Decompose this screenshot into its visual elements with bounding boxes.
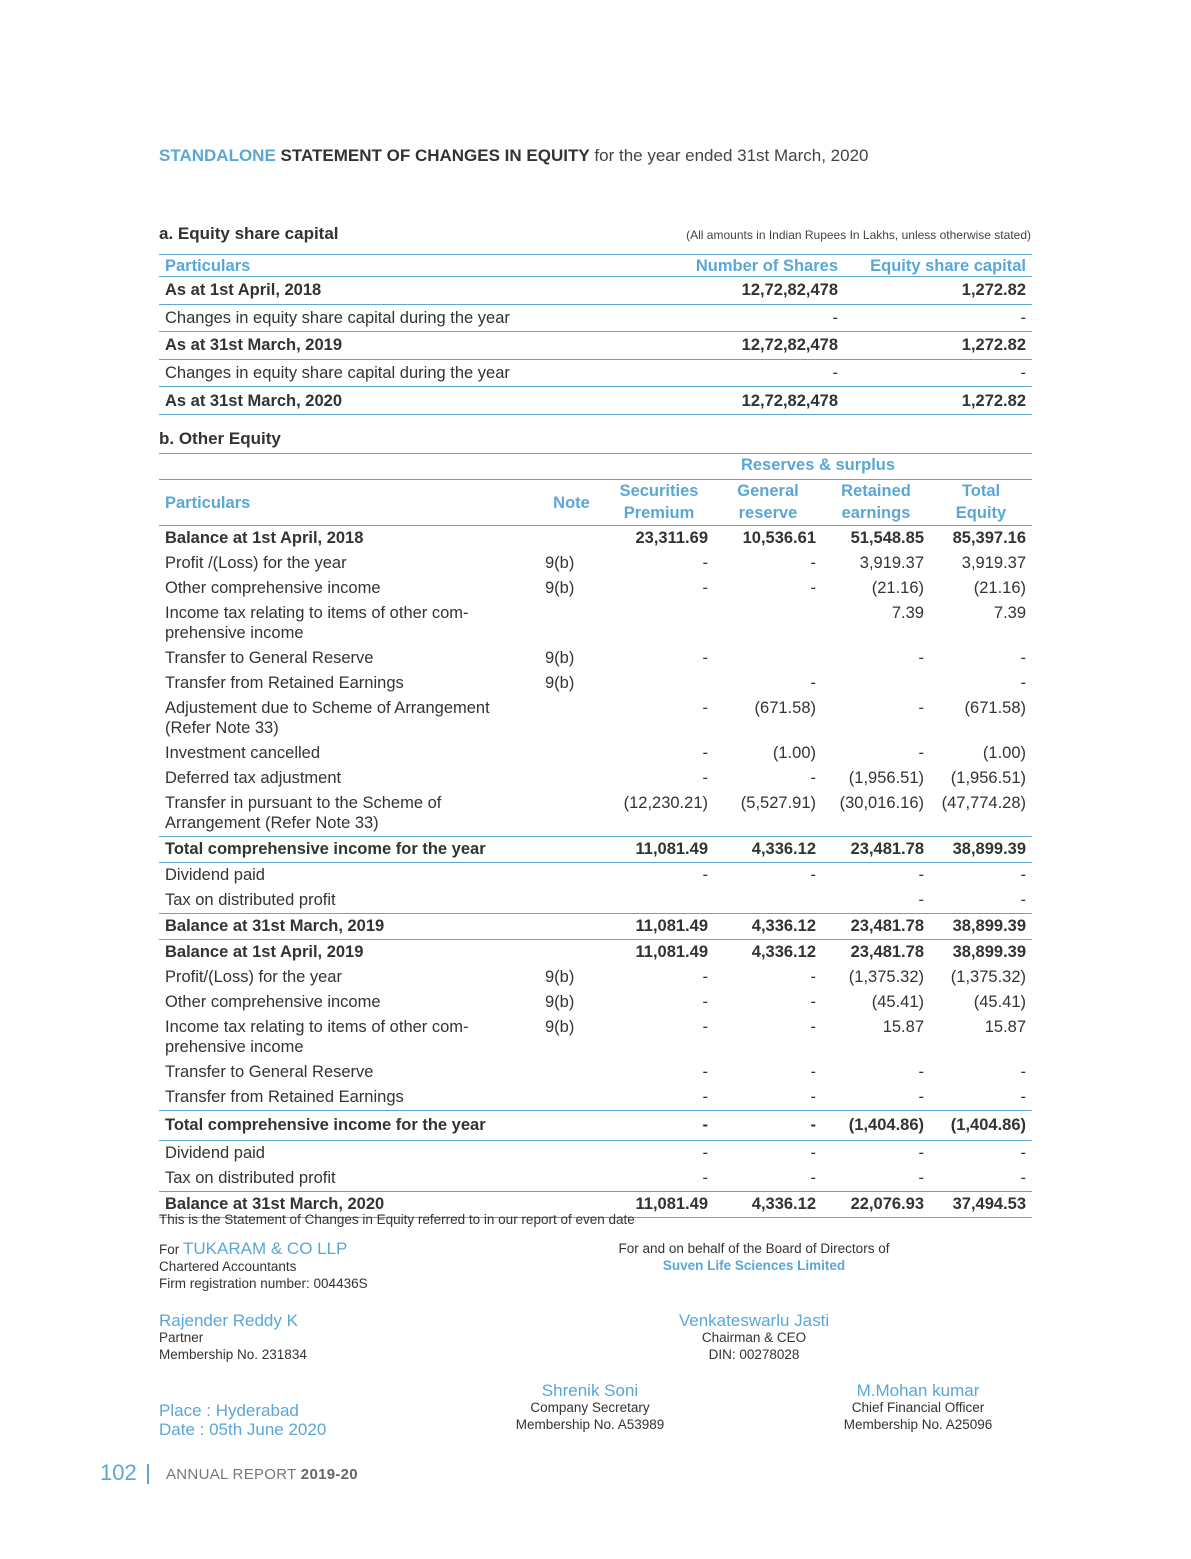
row-securities-premium: - xyxy=(702,744,708,762)
table-row xyxy=(159,863,1032,889)
row-retained-earnings: - xyxy=(918,891,924,909)
row-shares: 12,72,82,478 xyxy=(741,281,838,300)
row-label: Tax on distributed profit xyxy=(165,891,336,909)
row-label: Tax on distributed profit xyxy=(165,1169,336,1187)
row-label: Dividend paid xyxy=(165,1144,265,1162)
row-general-reserve: - xyxy=(810,993,816,1011)
chairman-role: Chairman & CEO xyxy=(701,1330,807,1345)
table-row xyxy=(159,696,1032,741)
auditor-membership: Membership No. 231834 xyxy=(159,1347,307,1362)
row-total-equity: 15.87 xyxy=(984,1018,1027,1036)
statement-note: This is the Statement of Changes in Equity referred to in our report of even date xyxy=(159,1212,635,1227)
row-note xyxy=(539,837,604,863)
table-row xyxy=(159,940,1032,966)
row-general-reserve: 4,336.12 xyxy=(751,1195,816,1213)
row-note xyxy=(539,526,604,552)
cfo-membership: Membership No. A25096 xyxy=(843,1417,993,1432)
row-general-reserve: 10,536.61 xyxy=(742,529,816,547)
row-retained-earnings: - xyxy=(918,1088,924,1106)
other-equity-table xyxy=(159,453,1032,1218)
row-retained-earnings: - xyxy=(918,699,924,717)
row-total-equity: (1.00) xyxy=(982,744,1027,762)
table-row xyxy=(159,965,1032,990)
row-retained-earnings: (1,956.51) xyxy=(848,769,924,787)
row-general-reserve: - xyxy=(810,968,816,986)
row-total-equity: 3,919.37 xyxy=(961,554,1027,572)
row-label: Other comprehensive income xyxy=(165,993,381,1011)
row-securities-premium: - xyxy=(702,968,708,986)
row-note xyxy=(539,863,604,889)
row-total-equity: 37,494.53 xyxy=(952,1195,1027,1213)
cs-signatory xyxy=(480,1382,700,1433)
for-label: For xyxy=(159,1242,180,1257)
row-shares: 12,72,82,478 xyxy=(741,336,838,355)
row-securities-premium: 23,311.69 xyxy=(635,529,708,547)
row-label: Deferred tax adjustment xyxy=(165,769,342,787)
row-label: Balance at 31st March, 2020 xyxy=(165,1195,385,1213)
row-total-equity: - xyxy=(1020,1169,1027,1187)
title-main: STATEMENT OF CHANGES IN EQUITY xyxy=(280,146,590,165)
row-retained-earnings: - xyxy=(918,1063,924,1081)
row-general-reserve xyxy=(714,888,822,914)
row-securities-premium: 11,081.49 xyxy=(635,1195,708,1213)
table-row xyxy=(159,766,1032,791)
row-securities-premium: - xyxy=(702,1144,708,1162)
title-period: for the year ended 31st March, 2020 xyxy=(594,146,869,165)
row-note xyxy=(539,940,604,966)
auditor-firm: TUKARAM & CO LLP xyxy=(183,1239,348,1258)
row-total-equity: (1,404.86) xyxy=(950,1116,1027,1134)
report-name: ANNUAL REPORT xyxy=(166,1466,297,1483)
row-total-equity: 38,899.39 xyxy=(952,917,1027,935)
row-retained-earnings: - xyxy=(918,1144,924,1162)
row-securities-premium: 11,081.49 xyxy=(635,840,708,858)
section-b-heading: b. Other Equity xyxy=(159,429,281,448)
equity-share-capital-table xyxy=(159,254,1032,415)
row-total-equity: - xyxy=(1020,891,1027,909)
page-number: 102 xyxy=(100,1460,137,1485)
cfo-role: Chief Financial Officer xyxy=(851,1400,985,1415)
table-row xyxy=(159,1060,1032,1085)
row-label: Balance at 31st March, 2019 xyxy=(165,917,385,935)
table-row xyxy=(159,551,1032,576)
row-label: Balance at 1st April, 2019 xyxy=(165,943,364,961)
col-number-of-shares: Number of Shares xyxy=(695,256,838,275)
row-general-reserve: - xyxy=(810,1116,816,1134)
table-row xyxy=(159,1015,1032,1060)
row-total-equity: - xyxy=(1020,649,1027,667)
row-securities-premium: - xyxy=(702,1116,708,1134)
row-general-reserve: 4,336.12 xyxy=(751,943,816,961)
row-securities-premium: - xyxy=(702,1018,708,1036)
row-capital: 1,272.82 xyxy=(961,336,1026,355)
annual-report-label xyxy=(166,1466,358,1483)
table-row xyxy=(159,387,1032,415)
row-label: Profit /(Loss) for the year xyxy=(165,554,347,572)
row-securities-premium: - xyxy=(702,1169,708,1187)
row-retained-earnings: 23,481.78 xyxy=(850,943,924,961)
col-securities-premium: Securities Premium xyxy=(619,482,699,522)
row-general-reserve: - xyxy=(810,554,816,572)
table-row xyxy=(159,646,1032,671)
row-securities-premium xyxy=(604,888,714,914)
row-note: 9(b) xyxy=(545,554,575,572)
table-row xyxy=(159,1166,1032,1192)
row-general-reserve: - xyxy=(810,866,816,884)
row-securities-premium: - xyxy=(702,699,708,717)
report-year: 2019-20 xyxy=(300,1466,358,1483)
row-total-equity: - xyxy=(1020,866,1027,884)
auditor-block xyxy=(159,1240,368,1292)
table-row xyxy=(159,914,1032,940)
reserves-surplus-header: Reserves & surplus xyxy=(740,456,896,474)
row-retained-earnings: 22,076.93 xyxy=(850,1195,924,1213)
table-row xyxy=(159,888,1032,914)
table-row xyxy=(159,837,1032,863)
row-securities-premium: 11,081.49 xyxy=(635,943,708,961)
row-shares: - xyxy=(832,308,838,327)
cfo-name: M.Mohan kumar xyxy=(856,1381,980,1400)
row-total-equity: - xyxy=(1020,1063,1027,1081)
row-note xyxy=(539,601,604,646)
row-general-reserve: - xyxy=(810,1169,816,1187)
page-divider xyxy=(147,1464,149,1484)
table-header-row xyxy=(159,255,1032,277)
table-row xyxy=(159,671,1032,696)
section-a-heading: a. Equity share capital xyxy=(159,224,339,243)
row-general-reserve: - xyxy=(810,1144,816,1162)
row-note: 9(b) xyxy=(545,993,575,1011)
row-label: Total comprehensive income for the year xyxy=(165,840,486,858)
table-row xyxy=(159,277,1032,305)
row-general-reserve xyxy=(714,646,822,671)
title-standalone: STANDALONE xyxy=(159,146,276,165)
row-note xyxy=(539,1166,604,1192)
row-general-reserve xyxy=(714,601,822,646)
cfo-signatory xyxy=(808,1382,1028,1433)
row-securities-premium: - xyxy=(702,769,708,787)
table-row xyxy=(159,990,1032,1015)
table-row xyxy=(159,332,1032,360)
row-general-reserve: - xyxy=(810,1063,816,1081)
auditor-signatory xyxy=(159,1312,307,1363)
row-total-equity: 38,899.39 xyxy=(952,943,1027,961)
row-general-reserve: (1.00) xyxy=(772,744,816,762)
row-general-reserve: - xyxy=(810,769,816,787)
col-equity-share-capital: Equity share capital xyxy=(870,256,1026,275)
chairman-din: DIN: 00278028 xyxy=(708,1347,800,1362)
page-title xyxy=(159,146,868,166)
row-label: Changes in equity share capital during the year xyxy=(165,308,510,327)
row-general-reserve: - xyxy=(810,579,816,597)
row-retained-earnings: (21.16) xyxy=(871,579,924,597)
row-label: Balance at 1st April, 2018 xyxy=(165,529,364,547)
col-total-equity: Total Equity xyxy=(955,482,1007,522)
row-label: Investment cancelled xyxy=(165,744,321,762)
row-retained-earnings: - xyxy=(918,1169,924,1187)
row-label: Income tax relating to items of other com-prehensive income xyxy=(165,604,469,642)
row-general-reserve: - xyxy=(810,674,816,692)
table-row xyxy=(159,1085,1032,1111)
row-total-equity: - xyxy=(1020,674,1027,692)
table-row xyxy=(159,741,1032,766)
row-securities-premium: - xyxy=(702,866,708,884)
row-retained-earnings: (1,404.86) xyxy=(848,1116,924,1134)
row-capital: 1,272.82 xyxy=(961,391,1026,410)
row-note xyxy=(539,1085,604,1111)
table-row xyxy=(159,526,1032,552)
row-retained-earnings: - xyxy=(918,744,924,762)
auditor-reg: Firm registration number: 004436S xyxy=(159,1276,368,1291)
row-retained-earnings: 7.39 xyxy=(891,604,924,622)
table-row xyxy=(159,791,1032,837)
place-date xyxy=(159,1401,326,1439)
row-label: Transfer to General Reserve xyxy=(165,1063,374,1081)
row-label: As at 31st March, 2019 xyxy=(165,336,343,355)
table-row xyxy=(159,1111,1032,1141)
row-general-reserve: (671.58) xyxy=(754,699,816,717)
row-securities-premium xyxy=(604,601,714,646)
row-label: Transfer from Retained Earnings xyxy=(165,1088,404,1106)
table-row xyxy=(159,304,1032,332)
row-retained-earnings: (30,016.16) xyxy=(839,794,924,812)
row-label: Adjustement due to Scheme of Arrangement (Refer Note 33) xyxy=(165,699,490,737)
table-row xyxy=(159,1141,1032,1167)
row-securities-premium: - xyxy=(702,993,708,1011)
date: Date : 05th June 2020 xyxy=(159,1420,327,1439)
row-note xyxy=(539,1141,604,1167)
row-shares: 12,72,82,478 xyxy=(741,391,838,410)
row-retained-earnings xyxy=(822,671,930,696)
row-label: Profit/(Loss) for the year xyxy=(165,968,342,986)
row-label: Other comprehensive income xyxy=(165,579,381,597)
row-note xyxy=(539,791,604,837)
col-retained-earnings: Retained earnings xyxy=(841,482,911,522)
row-total-equity: (671.58) xyxy=(964,699,1027,717)
row-label: As at 31st March, 2020 xyxy=(165,391,343,410)
amount-note: (All amounts in Indian Rupees In Lakhs, unless otherwise stated) xyxy=(686,228,1031,242)
board-block xyxy=(599,1240,909,1274)
row-note: 9(b) xyxy=(545,579,575,597)
row-label: Changes in equity share capital during the year xyxy=(165,364,510,383)
row-retained-earnings: - xyxy=(918,866,924,884)
table-row xyxy=(159,359,1032,387)
row-label: Transfer in pursuant to the Scheme of Arrangement (Refer Note 33) xyxy=(165,794,442,832)
row-general-reserve: - xyxy=(810,1088,816,1106)
row-retained-earnings: 15.87 xyxy=(882,1018,924,1036)
row-shares: - xyxy=(832,364,838,383)
company-name: Suven Life Sciences Limited xyxy=(662,1258,846,1273)
row-note xyxy=(539,1111,604,1141)
row-total-equity: 7.39 xyxy=(993,604,1027,622)
row-securities-premium: - xyxy=(702,554,708,572)
row-general-reserve: (5,527.91) xyxy=(740,794,816,812)
row-total-equity: (47,774.28) xyxy=(941,794,1027,812)
row-retained-earnings: (1,375.32) xyxy=(848,968,924,986)
cs-membership: Membership No. A53989 xyxy=(515,1417,665,1432)
row-note xyxy=(539,914,604,940)
row-label: Total comprehensive income for the year xyxy=(165,1116,486,1134)
row-label: Income tax relating to items of other com-prehensive income xyxy=(165,1018,469,1056)
row-note xyxy=(539,741,604,766)
row-capital: 1,272.82 xyxy=(961,281,1026,300)
row-total-equity: - xyxy=(1020,1144,1027,1162)
row-label: Transfer to General Reserve xyxy=(165,649,374,667)
row-capital: - xyxy=(1020,364,1026,383)
row-note: 9(b) xyxy=(545,649,575,667)
row-note xyxy=(539,1060,604,1085)
cs-name: Shrenik Soni xyxy=(541,1381,639,1400)
chairman-name: Venkateswarlu Jasti xyxy=(678,1311,830,1330)
row-note: 9(b) xyxy=(545,1018,575,1036)
row-total-equity: 85,397.16 xyxy=(952,529,1027,547)
row-total-equity: (1,375.32) xyxy=(950,968,1027,986)
auditor-role: Partner xyxy=(159,1330,204,1345)
chairman-signatory xyxy=(644,1312,864,1363)
row-securities-premium: - xyxy=(702,579,708,597)
row-retained-earnings: 23,481.78 xyxy=(850,840,924,858)
board-behalf: For and on behalf of the Board of Directors of xyxy=(618,1241,890,1256)
row-securities-premium: (12,230.21) xyxy=(623,794,708,812)
row-securities-premium: 11,081.49 xyxy=(635,917,708,935)
cs-role: Company Secretary xyxy=(530,1400,650,1415)
col-note: Note xyxy=(553,493,590,512)
row-note xyxy=(539,766,604,791)
place: Place : Hyderabad xyxy=(159,1401,299,1420)
row-general-reserve: 4,336.12 xyxy=(751,840,816,858)
row-total-equity: (21.16) xyxy=(973,579,1027,597)
row-securities-premium: - xyxy=(702,1063,708,1081)
row-securities-premium: - xyxy=(702,649,708,667)
row-total-equity: - xyxy=(1020,1088,1027,1106)
row-retained-earnings: (45.41) xyxy=(871,993,924,1011)
col-particulars: Particulars xyxy=(165,256,251,275)
row-label: Transfer from Retained Earnings xyxy=(165,674,404,692)
row-retained-earnings: 51,548.85 xyxy=(850,529,924,547)
row-total-equity: (1,956.51) xyxy=(950,769,1027,787)
row-note xyxy=(539,696,604,741)
row-securities-premium: - xyxy=(702,1088,708,1106)
row-retained-earnings: 23,481.78 xyxy=(850,917,924,935)
row-retained-earnings: 3,919.37 xyxy=(859,554,924,572)
col-general-reserve: General reserve xyxy=(737,482,799,522)
row-general-reserve: - xyxy=(810,1018,816,1036)
row-note: 9(b) xyxy=(545,674,575,692)
row-label: Dividend paid xyxy=(165,866,265,884)
row-note xyxy=(539,888,604,914)
row-retained-earnings: - xyxy=(918,649,924,667)
row-capital: - xyxy=(1020,308,1026,327)
table-row xyxy=(159,576,1032,601)
col-particulars: Particulars xyxy=(165,493,251,512)
row-securities-premium xyxy=(604,671,714,696)
table-row xyxy=(159,601,1032,646)
row-label: As at 1st April, 2018 xyxy=(165,281,322,300)
row-general-reserve: 4,336.12 xyxy=(751,917,816,935)
row-total-equity: 38,899.39 xyxy=(952,840,1027,858)
auditor-type: Chartered Accountants xyxy=(159,1259,297,1274)
row-note: 9(b) xyxy=(545,968,575,986)
row-total-equity: (45.41) xyxy=(973,993,1027,1011)
auditor-name: Rajender Reddy K xyxy=(159,1311,298,1330)
